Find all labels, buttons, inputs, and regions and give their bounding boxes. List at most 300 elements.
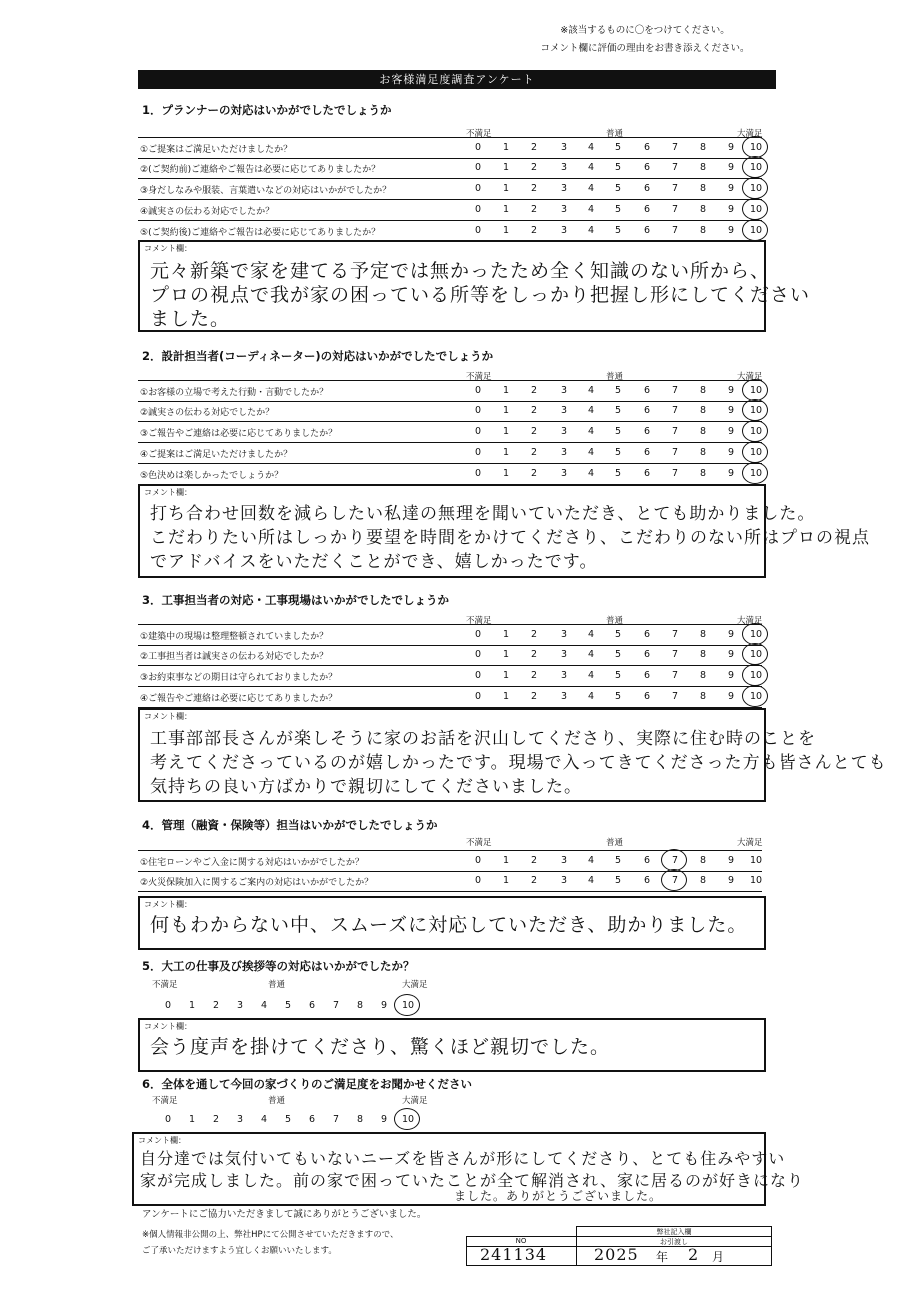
score-option-4[interactable]: 4: [260, 1000, 268, 1011]
scale-normal: 普通: [606, 616, 624, 626]
section-6-scale: [0, 1110, 920, 1130]
score-option-1[interactable]: 1: [502, 225, 510, 236]
score-option-0[interactable]: 0: [164, 1114, 172, 1125]
score-option-9[interactable]: 9: [727, 183, 735, 194]
score-option-9[interactable]: 9: [727, 691, 735, 702]
score-option-7[interactable]: 7: [332, 1000, 340, 1011]
score-option-1[interactable]: 1: [502, 385, 510, 396]
score-option-10[interactable]: 10: [749, 855, 763, 866]
section-5-scale: [0, 996, 920, 1016]
score-option-7[interactable]: 7: [671, 204, 679, 215]
scale-normal: 普通: [268, 1096, 286, 1106]
score-option-3[interactable]: 3: [560, 426, 568, 437]
score-option-10[interactable]: 10: [749, 142, 763, 153]
score-option-9[interactable]: 9: [727, 204, 735, 215]
selected-score-circle: [742, 685, 768, 707]
question-label: ②火災保険加入に関するご案内の対応はいかがでしたか？: [140, 878, 374, 888]
score-option-3[interactable]: 3: [560, 670, 568, 681]
question-row: [138, 422, 762, 443]
score-option-4[interactable]: 4: [587, 426, 595, 437]
selected-score-circle: [742, 664, 768, 686]
score-option-2[interactable]: 2: [530, 649, 538, 660]
score-option-8[interactable]: 8: [699, 875, 707, 886]
scale-satisfied: 大満足: [737, 372, 763, 382]
score-option-9[interactable]: 9: [727, 670, 735, 681]
instruction-note-2: コメント欄に評価の理由をお書き添えください。: [540, 43, 750, 54]
score-option-7[interactable]: 7: [671, 142, 679, 153]
score-option-10[interactable]: 10: [749, 426, 763, 437]
question-row: [138, 624, 762, 646]
scale-unsatisfied: 不満足: [466, 616, 492, 626]
score-option-1[interactable]: 1: [502, 629, 510, 640]
score-option-1[interactable]: 1: [502, 204, 510, 215]
score-option-5[interactable]: 5: [614, 142, 622, 153]
score-option-2[interactable]: 2: [212, 1000, 220, 1011]
section-5-title: 5．大工の仕事及び挨拶等の対応はいかがでしたか？: [142, 959, 415, 973]
score-option-3[interactable]: 3: [560, 649, 568, 660]
section-5-comment-line-1: 会う度声を掛けてくださり、驚くほど親切でした。: [150, 1036, 611, 1058]
score-option-8[interactable]: 8: [699, 405, 707, 416]
score-option-8[interactable]: 8: [699, 385, 707, 396]
score-option-0[interactable]: 0: [474, 183, 482, 194]
score-option-9[interactable]: 9: [727, 629, 735, 640]
score-option-6[interactable]: 6: [643, 204, 651, 215]
score-option-5[interactable]: 5: [614, 875, 622, 886]
score-option-2[interactable]: 2: [530, 855, 538, 866]
score-option-8[interactable]: 8: [699, 855, 707, 866]
score-option-10[interactable]: 10: [749, 385, 763, 396]
score-option-1[interactable]: 1: [502, 183, 510, 194]
score-option-4[interactable]: 4: [587, 162, 595, 173]
selected-score-circle: [742, 198, 768, 220]
score-option-9[interactable]: 9: [727, 426, 735, 437]
score-option-4[interactable]: 4: [587, 385, 595, 396]
question-label: ④ご提案はご満足いただけましたか？: [140, 450, 293, 460]
score-option-10[interactable]: 10: [401, 1114, 415, 1125]
privacy-note-2: ご了承いただけますよう宜しくお願いいたします。: [142, 1246, 337, 1256]
score-option-2[interactable]: 2: [530, 162, 538, 173]
score-option-0[interactable]: 0: [474, 447, 482, 458]
question-label: ④誠実さの伝わる対応でしたか？: [140, 207, 275, 217]
section-6-comment-line-1: 自分達では気付いてもいないニーズを皆さんが形にしてくださり、とても住みやすい: [140, 1149, 786, 1168]
month-value: 2: [688, 1245, 700, 1264]
score-option-7[interactable]: 7: [671, 447, 679, 458]
score-option-10[interactable]: 10: [749, 162, 763, 173]
score-option-7[interactable]: 7: [671, 649, 679, 660]
score-option-8[interactable]: 8: [699, 162, 707, 173]
score-option-9[interactable]: 9: [727, 142, 735, 153]
score-option-0[interactable]: 0: [474, 142, 482, 153]
section-2-comment-box: [138, 484, 870, 578]
selected-score-circle: [742, 420, 768, 442]
section-6-comment-line-2: 家が完成しました。前の家で困っていたことが全て解消され、家に居るのが好きになり: [140, 1171, 804, 1190]
year-value: 2025: [594, 1245, 639, 1264]
section-3-title: 3．工事担当者の対応・工事現場はいかがでしたでしょうか: [142, 593, 449, 607]
selected-score-circle: [742, 623, 768, 645]
score-option-4[interactable]: 4: [587, 225, 595, 236]
section-1-title: 1．プランナーの対応はいかがでしたでしょうか: [142, 103, 392, 117]
score-option-0[interactable]: 0: [474, 405, 482, 416]
question-label: ⑤色決めは楽しかったでしょうか？: [140, 471, 284, 481]
score-option-0[interactable]: 0: [474, 670, 482, 681]
score-option-7[interactable]: 7: [671, 225, 679, 236]
score-option-4[interactable]: 4: [587, 447, 595, 458]
score-option-1[interactable]: 1: [188, 1114, 196, 1125]
score-option-5[interactable]: 5: [614, 447, 622, 458]
score-option-10[interactable]: 10: [401, 1000, 415, 1011]
score-option-6[interactable]: 6: [308, 1000, 316, 1011]
selected-score-circle: [394, 1108, 420, 1130]
score-option-4[interactable]: 4: [587, 629, 595, 640]
score-option-2[interactable]: 2: [530, 405, 538, 416]
score-option-4[interactable]: 4: [587, 142, 595, 153]
scale-satisfied: 大満足: [737, 616, 763, 626]
score-option-7[interactable]: 7: [671, 875, 679, 886]
score-option-5[interactable]: 5: [614, 691, 622, 702]
score-option-10[interactable]: 10: [749, 875, 763, 886]
score-option-7[interactable]: 7: [671, 855, 679, 866]
question-label: ②誠実さの伝わる対応でしたか？: [140, 408, 275, 418]
score-option-8[interactable]: 8: [699, 204, 707, 215]
score-option-0[interactable]: 0: [474, 691, 482, 702]
score-option-10[interactable]: 10: [749, 447, 763, 458]
score-option-6[interactable]: 6: [643, 629, 651, 640]
score-option-3[interactable]: 3: [560, 225, 568, 236]
selected-score-circle: [394, 994, 420, 1016]
score-option-0[interactable]: 0: [474, 649, 482, 660]
score-option-10[interactable]: 10: [749, 204, 763, 215]
section-2-comment-line-2: こだわりたい所はしっかり要望を時間をかけてくださり、こだわりのない所はプロの視点: [150, 528, 870, 548]
score-option-2[interactable]: 2: [530, 875, 538, 886]
question-row: [138, 221, 762, 242]
score-option-2[interactable]: 2: [530, 142, 538, 153]
comment-label: コメント欄：: [144, 1022, 192, 1031]
score-option-9[interactable]: 9: [727, 225, 735, 236]
score-option-4[interactable]: 4: [587, 204, 595, 215]
section-2-comment-line-3: でアドバイスをいただくことができ、嬉しかったです。: [150, 552, 598, 572]
score-option-9[interactable]: 9: [727, 162, 735, 173]
score-option-9[interactable]: 9: [380, 1000, 388, 1011]
scale-unsatisfied: 不満足: [466, 372, 492, 382]
question-row: [138, 443, 762, 464]
score-option-9[interactable]: 9: [727, 855, 735, 866]
scale-satisfied: 大満足: [402, 1096, 428, 1106]
score-option-0[interactable]: 0: [164, 1000, 172, 1011]
score-option-5[interactable]: 5: [614, 385, 622, 396]
score-option-0[interactable]: 0: [474, 225, 482, 236]
score-option-2[interactable]: 2: [530, 204, 538, 215]
score-option-6[interactable]: 6: [643, 649, 651, 660]
question-row: [138, 850, 762, 872]
score-option-6[interactable]: 6: [643, 183, 651, 194]
scale-unsatisfied: 不満足: [152, 980, 178, 990]
score-option-8[interactable]: 8: [699, 691, 707, 702]
score-option-5[interactable]: 5: [614, 183, 622, 194]
score-option-2[interactable]: 2: [530, 183, 538, 194]
section-1-comment-line-3: ました。: [150, 308, 231, 330]
question-label: ②工事担当者は誠実さの伝わる対応でしたか？: [140, 652, 329, 662]
score-option-6[interactable]: 6: [643, 670, 651, 681]
score-option-0[interactable]: 0: [474, 385, 482, 396]
section-2-comment-line-1: 打ち合わせ回数を減らしたい私達の無理を聞いていただき、とても助かりました。: [150, 504, 816, 524]
score-option-8[interactable]: 8: [699, 183, 707, 194]
score-option-3[interactable]: 3: [560, 875, 568, 886]
question-row: [138, 687, 762, 708]
score-option-2[interactable]: 2: [530, 385, 538, 396]
score-option-9[interactable]: 9: [727, 385, 735, 396]
section-1-comment-box: [138, 240, 811, 332]
score-option-4[interactable]: 4: [587, 670, 595, 681]
score-option-2[interactable]: 2: [530, 629, 538, 640]
score-option-3[interactable]: 3: [560, 142, 568, 153]
score-option-10[interactable]: 10: [749, 629, 763, 640]
section-6-comment-box: [132, 1132, 804, 1206]
score-option-0[interactable]: 0: [474, 426, 482, 437]
scale-satisfied: 大満足: [737, 838, 763, 848]
score-option-5[interactable]: 5: [614, 629, 622, 640]
score-option-8[interactable]: 8: [699, 447, 707, 458]
scale-normal: 普通: [606, 838, 624, 848]
year-unit: 年: [656, 1250, 669, 1264]
selected-score-circle: [742, 136, 768, 158]
score-option-4[interactable]: 4: [587, 649, 595, 660]
score-option-3[interactable]: 3: [560, 204, 568, 215]
section-2-title: 2．設計担当者(コーディネーター)の対応はいかがでしたでしょうか: [142, 349, 494, 363]
question-label: ③ご報告やご連絡は必要に応じてありましたか？: [140, 429, 338, 439]
question-row: [138, 137, 762, 159]
score-option-4[interactable]: 4: [587, 183, 595, 194]
score-option-9[interactable]: 9: [727, 468, 735, 479]
score-option-7[interactable]: 7: [671, 183, 679, 194]
score-option-7[interactable]: 7: [671, 670, 679, 681]
score-option-3[interactable]: 3: [560, 468, 568, 479]
score-option-2[interactable]: 2: [530, 225, 538, 236]
score-option-8[interactable]: 8: [699, 225, 707, 236]
score-option-7[interactable]: 7: [671, 405, 679, 416]
score-option-4[interactable]: 4: [587, 405, 595, 416]
score-option-8[interactable]: 8: [699, 426, 707, 437]
survey-title: お客様満足度調査アンケート: [138, 70, 776, 89]
score-option-4[interactable]: 4: [260, 1114, 268, 1125]
score-option-10[interactable]: 10: [749, 670, 763, 681]
section-6-comment-line-3: ました。ありがとうございました。: [454, 1189, 663, 1203]
office-use-label: 弊社記入欄: [656, 1228, 692, 1236]
scale-normal: 普通: [606, 129, 624, 139]
score-option-10[interactable]: 10: [749, 183, 763, 194]
score-option-3[interactable]: 3: [560, 691, 568, 702]
score-option-3[interactable]: 3: [560, 385, 568, 396]
score-option-5[interactable]: 5: [614, 405, 622, 416]
question-label: ④ご報告やご連絡は必要に応じてありましたか？: [140, 694, 338, 704]
scale-unsatisfied: 不満足: [466, 838, 492, 848]
score-option-1[interactable]: 1: [502, 405, 510, 416]
score-option-4[interactable]: 4: [587, 855, 595, 866]
score-option-0[interactable]: 0: [474, 204, 482, 215]
score-option-3[interactable]: 3: [560, 629, 568, 640]
question-row: [138, 464, 762, 485]
score-option-6[interactable]: 6: [643, 855, 651, 866]
selected-score-circle: [742, 219, 768, 241]
score-option-2[interactable]: 2: [530, 691, 538, 702]
scale-unsatisfied: 不満足: [152, 1096, 178, 1106]
scale-normal: 普通: [268, 980, 286, 990]
selected-score-circle: [742, 379, 768, 401]
comment-label: コメント欄：: [138, 1136, 186, 1145]
score-option-0[interactable]: 0: [474, 162, 482, 173]
score-option-0[interactable]: 0: [474, 468, 482, 479]
comment-label: コメント欄：: [144, 900, 192, 909]
score-option-9[interactable]: 9: [380, 1114, 388, 1125]
score-option-1[interactable]: 1: [502, 426, 510, 437]
score-option-1[interactable]: 1: [188, 1000, 196, 1011]
score-option-9[interactable]: 9: [727, 649, 735, 660]
score-option-7[interactable]: 7: [332, 1114, 340, 1125]
section-4-comment-box: [138, 896, 766, 950]
score-option-7[interactable]: 7: [671, 426, 679, 437]
selected-score-circle: [661, 849, 687, 871]
privacy-note-1: ※個人情報非公開の上、弊社HPにて公開させていただきますので、: [142, 1230, 399, 1240]
score-option-3[interactable]: 3: [236, 1000, 244, 1011]
score-option-10[interactable]: 10: [749, 468, 763, 479]
score-option-3[interactable]: 3: [560, 405, 568, 416]
section-4-title: 4．管理（融資・保険等）担当はいかがでしたでしょうか: [142, 818, 438, 832]
score-option-5[interactable]: 5: [614, 468, 622, 479]
score-option-8[interactable]: 8: [699, 468, 707, 479]
selected-score-circle: [742, 399, 768, 421]
question-label: ①お客様の立場で考えた行動・言動でしたか？: [140, 388, 329, 398]
score-option-0[interactable]: 0: [474, 855, 482, 866]
score-option-6[interactable]: 6: [643, 426, 651, 437]
score-option-7[interactable]: 7: [671, 691, 679, 702]
score-option-6[interactable]: 6: [643, 468, 651, 479]
instruction-note-1: ※該当するものに〇をつけてください。: [560, 25, 730, 36]
score-option-3[interactable]: 3: [236, 1114, 244, 1125]
score-option-10[interactable]: 10: [749, 649, 763, 660]
score-option-3[interactable]: 3: [560, 183, 568, 194]
score-option-1[interactable]: 1: [502, 855, 510, 866]
question-label: ①ご提案はご満足いただけましたか？: [140, 145, 293, 155]
score-option-8[interactable]: 8: [699, 629, 707, 640]
score-option-1[interactable]: 1: [502, 875, 510, 886]
section-4-comment-line-1: 何もわからない中、スムーズに対応していただき、助かりました。: [150, 914, 748, 936]
score-option-7[interactable]: 7: [671, 468, 679, 479]
score-option-2[interactable]: 2: [530, 426, 538, 437]
score-option-5[interactable]: 5: [614, 426, 622, 437]
score-option-10[interactable]: 10: [749, 691, 763, 702]
delivery-label: お引渡し: [660, 1238, 688, 1246]
score-option-0[interactable]: 0: [474, 875, 482, 886]
scale-satisfied: 大満足: [402, 980, 428, 990]
question-row: [138, 179, 762, 200]
selected-score-circle: [742, 177, 768, 199]
question-row: [138, 645, 762, 666]
score-option-5[interactable]: 5: [614, 855, 622, 866]
score-option-3[interactable]: 3: [560, 162, 568, 173]
score-option-8[interactable]: 8: [699, 142, 707, 153]
score-option-2[interactable]: 2: [212, 1114, 220, 1125]
office-use-table: [466, 1226, 772, 1286]
question-label: ⑤(ご契約後)ご連絡やご報告は必要に応じてありましたか？: [140, 228, 381, 238]
score-option-8[interactable]: 8: [699, 649, 707, 660]
comment-label: コメント欄：: [144, 712, 192, 721]
question-row: [138, 158, 762, 179]
score-option-6[interactable]: 6: [643, 385, 651, 396]
selected-score-circle: [742, 643, 768, 665]
score-option-5[interactable]: 5: [614, 649, 622, 660]
score-option-7[interactable]: 7: [671, 629, 679, 640]
section-6-title: 6．全体を通して今回の家づくりのご満足度をお聞かせください: [142, 1077, 472, 1091]
score-option-2[interactable]: 2: [530, 468, 538, 479]
section-3-comment-line-1: 工事部部長さんが楽しそうに家のお話を沢山してくださり、実際に住む時のことを: [150, 729, 816, 749]
score-option-6[interactable]: 6: [308, 1114, 316, 1125]
score-option-9[interactable]: 9: [727, 405, 735, 416]
score-option-4[interactable]: 4: [587, 468, 595, 479]
score-option-0[interactable]: 0: [474, 629, 482, 640]
score-option-6[interactable]: 6: [643, 691, 651, 702]
score-option-5[interactable]: 5: [284, 1000, 292, 1011]
comment-label: コメント欄：: [144, 488, 192, 497]
selected-score-circle: [742, 441, 768, 463]
question-row: [138, 380, 762, 402]
score-option-6[interactable]: 6: [643, 875, 651, 886]
score-option-8[interactable]: 8: [356, 1114, 364, 1125]
score-option-5[interactable]: 5: [614, 670, 622, 681]
score-option-6[interactable]: 6: [643, 142, 651, 153]
question-label: ③お約束事などの期日は守られておりましたか？: [140, 673, 338, 683]
score-option-1[interactable]: 1: [502, 691, 510, 702]
score-option-5[interactable]: 5: [284, 1114, 292, 1125]
score-option-4[interactable]: 4: [587, 691, 595, 702]
score-option-3[interactable]: 3: [560, 855, 568, 866]
score-option-7[interactable]: 7: [671, 385, 679, 396]
score-option-10[interactable]: 10: [749, 225, 763, 236]
question-label: ①建築中の現場は整理整頓されていましたか？: [140, 632, 329, 642]
no-value: 241134: [480, 1245, 548, 1264]
score-option-6[interactable]: 6: [643, 162, 651, 173]
score-option-1[interactable]: 1: [502, 649, 510, 660]
score-option-1[interactable]: 1: [502, 468, 510, 479]
score-option-6[interactable]: 6: [643, 447, 651, 458]
score-option-1[interactable]: 1: [502, 447, 510, 458]
section-3-comment-box: [138, 708, 887, 802]
score-option-2[interactable]: 2: [530, 447, 538, 458]
score-option-5[interactable]: 5: [614, 204, 622, 215]
score-option-10[interactable]: 10: [749, 405, 763, 416]
score-option-9[interactable]: 9: [727, 447, 735, 458]
score-option-6[interactable]: 6: [643, 405, 651, 416]
scale-satisfied: 大満足: [737, 129, 763, 139]
score-option-6[interactable]: 6: [643, 225, 651, 236]
score-option-7[interactable]: 7: [671, 162, 679, 173]
score-option-2[interactable]: 2: [530, 670, 538, 681]
selected-score-circle: [742, 462, 768, 484]
question-row: [138, 871, 762, 892]
section-3-comment-line-3: 気持ちの良い方ばかりで親切にしてくださいました。: [150, 777, 582, 797]
score-option-3[interactable]: 3: [560, 447, 568, 458]
score-option-1[interactable]: 1: [502, 142, 510, 153]
score-option-1[interactable]: 1: [502, 670, 510, 681]
score-option-9[interactable]: 9: [727, 875, 735, 886]
score-option-1[interactable]: 1: [502, 162, 510, 173]
question-label: ①住宅ローンやご入金に関する対応はいかがでしたか？: [140, 858, 364, 868]
score-option-5[interactable]: 5: [614, 225, 622, 236]
month-unit: 月: [712, 1250, 725, 1264]
score-option-8[interactable]: 8: [356, 1000, 364, 1011]
selected-score-circle: [742, 156, 768, 178]
score-option-4[interactable]: 4: [587, 875, 595, 886]
score-option-8[interactable]: 8: [699, 670, 707, 681]
score-option-5[interactable]: 5: [614, 162, 622, 173]
